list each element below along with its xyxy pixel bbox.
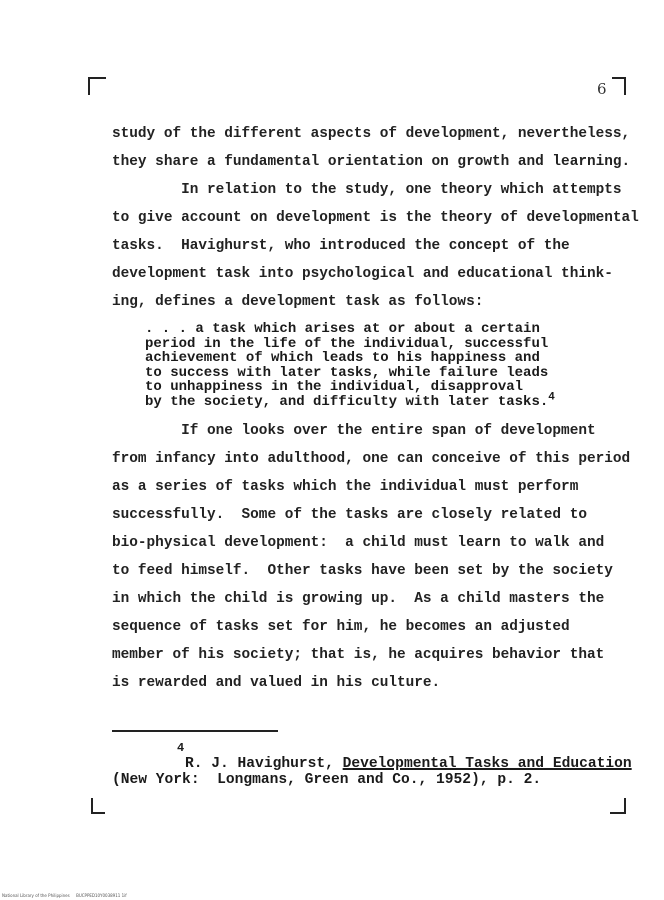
- footnote-rule: [112, 730, 278, 732]
- body-line: member of his society; that is, he acquires behavior that: [112, 647, 605, 663]
- body-line: successfully. Some of the tasks are closely related to: [112, 507, 587, 523]
- body-line: If one looks over the entire span of development: [112, 423, 596, 439]
- footnote-citation: [185, 756, 632, 772]
- crop-mark-bottom-right: [610, 798, 626, 814]
- crop-mark-top-right: [612, 77, 626, 95]
- body-line: as a series of tasks which the individual must perform: [112, 479, 579, 495]
- body-line: they share a fundamental orientation on growth and learning.: [112, 154, 631, 170]
- quote-line: period in the life of the individual, successful: [145, 335, 549, 352]
- footnote-reference: 4: [548, 391, 555, 404]
- body-line: from infancy into adulthood, one can conceive of this period: [112, 451, 631, 467]
- body-line: in which the child is growing up. As a child masters the: [112, 591, 605, 607]
- footnote-author: R. J. Havighurst,: [185, 756, 343, 772]
- body-line: to feed himself. Other tasks have been set by the society: [112, 563, 613, 579]
- footnote-title: Developmental Tasks and Education: [342, 756, 632, 772]
- body-line: bio-physical development: a child must learn to walk and: [112, 535, 605, 551]
- archive-stamp: National Library of the Philippines BUCPPED10Y0038911 1if: [2, 893, 127, 898]
- quote-last-line: [145, 391, 605, 410]
- footnote-publisher: (New York: Longmans, Green and Co., 1952), p. 2.: [112, 772, 542, 788]
- quote-line: to success with later tasks, while failure leads: [145, 364, 549, 381]
- crop-mark-top-left: [88, 77, 106, 95]
- body-line: ing, defines a development task as follows:: [112, 294, 484, 310]
- block-quote: [145, 322, 605, 410]
- crop-mark-bottom-left: [91, 798, 105, 814]
- body-line: is rewarded and valued in his culture.: [112, 675, 441, 691]
- quote-line: to unhappiness in the individual, disapproval: [145, 379, 524, 396]
- quote-line: achievement of which leads to his happiness and: [145, 350, 540, 367]
- page-number: 6: [597, 80, 607, 98]
- quote-line: by the society, and difficulty with later tasks.: [145, 393, 549, 410]
- body-line: development task into psychological and educational think-: [112, 266, 613, 282]
- body-line: tasks. Havighurst, who introduced the concept of the: [112, 238, 570, 254]
- quote-line: . . . a task which arises at or about a certain: [145, 321, 540, 337]
- body-line: to give account on development is the theory of developmental: [112, 210, 639, 226]
- footnote-number: 4: [177, 741, 185, 755]
- body-line: study of the different aspects of development, nevertheless,: [112, 126, 631, 142]
- body-line: sequence of tasks set for him, he becomes an adjusted: [112, 619, 570, 635]
- body-line: In relation to the study, one theory which attempts: [112, 182, 622, 198]
